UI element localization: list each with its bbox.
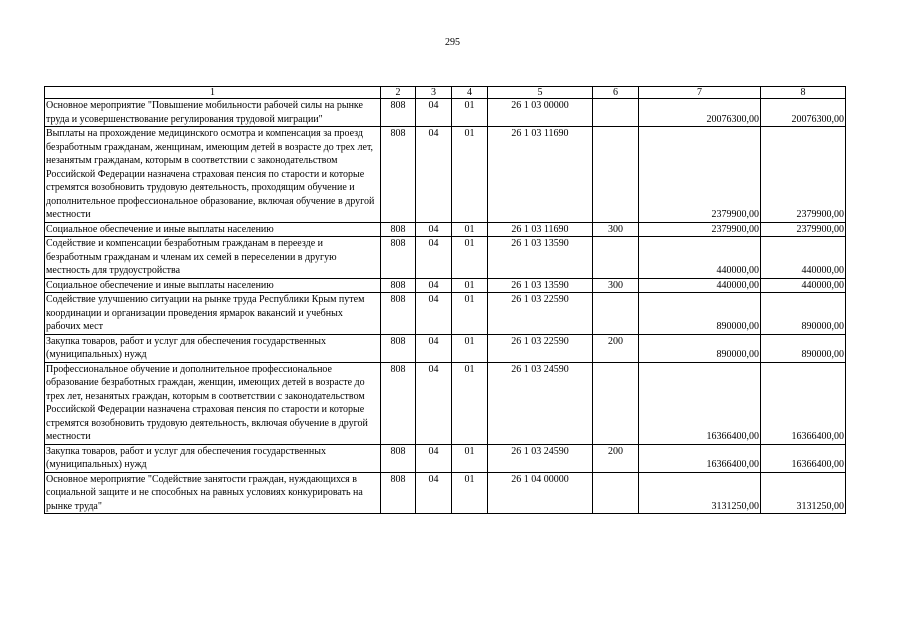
expense-type-code: 300: [593, 278, 639, 293]
subsection-code: 01: [452, 222, 488, 237]
grbs-code: 808: [381, 127, 416, 223]
grbs-code: 808: [381, 362, 416, 444]
amount-col7: 2379900,00: [639, 222, 761, 237]
target-article-code: 26 1 03 13590: [488, 237, 593, 279]
table-row: [45, 99, 846, 127]
amount-col8: 2379900,00: [761, 127, 846, 223]
amount-col7: 2379900,00: [639, 127, 761, 223]
target-article-code: 26 1 03 22590: [488, 293, 593, 335]
row-name: Содействие улучшению ситуации на рынке труда Республики Крым путем координации и организации проведения ярмарок вакансий и учебных рабочих мест: [45, 293, 381, 335]
subsection-code: 01: [452, 444, 488, 472]
section-code: 04: [416, 472, 452, 514]
subsection-code: 01: [452, 278, 488, 293]
column-header: 5: [488, 87, 593, 99]
amount-col7: 890000,00: [639, 334, 761, 362]
amount-col8: 3131250,00: [761, 472, 846, 514]
expense-type-code: [593, 237, 639, 279]
amount-col8: 16366400,00: [761, 362, 846, 444]
expense-type-code: [593, 293, 639, 335]
grbs-code: 808: [381, 334, 416, 362]
grbs-code: 808: [381, 278, 416, 293]
column-header: 4: [452, 87, 488, 99]
column-number-row: [45, 87, 846, 99]
subsection-code: 01: [452, 237, 488, 279]
target-article-code: 26 1 03 11690: [488, 222, 593, 237]
subsection-code: 01: [452, 293, 488, 335]
row-name: Основное мероприятие "Содействие занятости граждан, нуждающихся в социальной защите и не способных на равных условиях конкурировать на рынке труда": [45, 472, 381, 514]
column-header: 8: [761, 87, 846, 99]
grbs-code: 808: [381, 472, 416, 514]
column-header: 3: [416, 87, 452, 99]
target-article-code: 26 1 03 11690: [488, 127, 593, 223]
amount-col8: 2379900,00: [761, 222, 846, 237]
amount-col7: 440000,00: [639, 278, 761, 293]
amount-col8: 440000,00: [761, 237, 846, 279]
grbs-code: 808: [381, 444, 416, 472]
table-row: [45, 362, 846, 444]
expense-type-code: [593, 472, 639, 514]
subsection-code: 01: [452, 334, 488, 362]
amount-col7: 3131250,00: [639, 472, 761, 514]
amount-col7: 890000,00: [639, 293, 761, 335]
amount-col8: 20076300,00: [761, 99, 846, 127]
expense-type-code: 200: [593, 444, 639, 472]
page-number: 295: [445, 37, 460, 48]
target-article-code: 26 1 04 00000: [488, 472, 593, 514]
expense-type-code: 200: [593, 334, 639, 362]
amount-col7: 16366400,00: [639, 444, 761, 472]
row-name: Выплаты на прохождение медицинского осмотра и компенсация за проезд безработным гражданам, женщинам, имеющим детей в возрасте до трех лет, незанятым гражданам, которым в соответствии с законодательством Российской Федерации назначена страховая пенсия по старости и которые стремятся возобновить трудовую деятельность, проходящим обучение и дополнительное профессиональное образование, включая обучение в другой местности: [45, 127, 381, 223]
target-article-code: 26 1 03 24590: [488, 444, 593, 472]
row-name: Социальное обеспечение и иные выплаты населению: [45, 222, 381, 237]
expense-type-code: [593, 127, 639, 223]
section-code: 04: [416, 293, 452, 335]
subsection-code: 01: [452, 472, 488, 514]
subsection-code: 01: [452, 362, 488, 444]
amount-col7: 16366400,00: [639, 362, 761, 444]
table-row: [45, 334, 846, 362]
expense-type-code: 300: [593, 222, 639, 237]
subsection-code: 01: [452, 99, 488, 127]
target-article-code: 26 1 03 00000: [488, 99, 593, 127]
amount-col8: 890000,00: [761, 293, 846, 335]
column-header: 2: [381, 87, 416, 99]
amount-col8: 16366400,00: [761, 444, 846, 472]
section-code: 04: [416, 237, 452, 279]
row-name: Содействие и компенсации безработным гражданам в переезде и безработным гражданам и членам их семей в переселении в другую местность для трудоустройства: [45, 237, 381, 279]
expense-type-code: [593, 99, 639, 127]
table-row: [45, 127, 846, 223]
section-code: 04: [416, 127, 452, 223]
grbs-code: 808: [381, 222, 416, 237]
section-code: 04: [416, 444, 452, 472]
column-header: 6: [593, 87, 639, 99]
row-name: Социальное обеспечение и иные выплаты населению: [45, 278, 381, 293]
section-code: 04: [416, 362, 452, 444]
amount-col7: 20076300,00: [639, 99, 761, 127]
section-code: 04: [416, 278, 452, 293]
amount-col8: 440000,00: [761, 278, 846, 293]
row-name: Профессиональное обучение и дополнительное профессиональное образование безработных граждан, женщин, имеющих детей в возрасте до трех лет, незанятых граждан, которым в соответствии с законодательством Российской Федерации назначена страховая пенсия по старости и которые стремятся возобновить трудовую деятельность, включая обучение в другой местности: [45, 362, 381, 444]
target-article-code: 26 1 03 13590: [488, 278, 593, 293]
subsection-code: 01: [452, 127, 488, 223]
table-row: [45, 237, 846, 279]
table-row: [45, 222, 846, 237]
target-article-code: 26 1 03 22590: [488, 334, 593, 362]
row-name: Закупка товаров, работ и услуг для обеспечения государственных (муниципальных) нужд: [45, 334, 381, 362]
amount-col8: 890000,00: [761, 334, 846, 362]
budget-table: [44, 86, 846, 514]
grbs-code: 808: [381, 237, 416, 279]
column-header: 7: [639, 87, 761, 99]
grbs-code: 808: [381, 99, 416, 127]
table-row: [45, 278, 846, 293]
expense-type-code: [593, 362, 639, 444]
row-name: Основное мероприятие "Повышение мобильности рабочей силы на рынке труда и усовершенствование регулирования трудовой миграции": [45, 99, 381, 127]
table-row: [45, 444, 846, 472]
amount-col7: 440000,00: [639, 237, 761, 279]
table-row: [45, 472, 846, 514]
table-row: [45, 293, 846, 335]
section-code: 04: [416, 222, 452, 237]
grbs-code: 808: [381, 293, 416, 335]
row-name: Закупка товаров, работ и услуг для обеспечения государственных (муниципальных) нужд: [45, 444, 381, 472]
section-code: 04: [416, 99, 452, 127]
section-code: 04: [416, 334, 452, 362]
column-header: 1: [45, 87, 381, 99]
target-article-code: 26 1 03 24590: [488, 362, 593, 444]
